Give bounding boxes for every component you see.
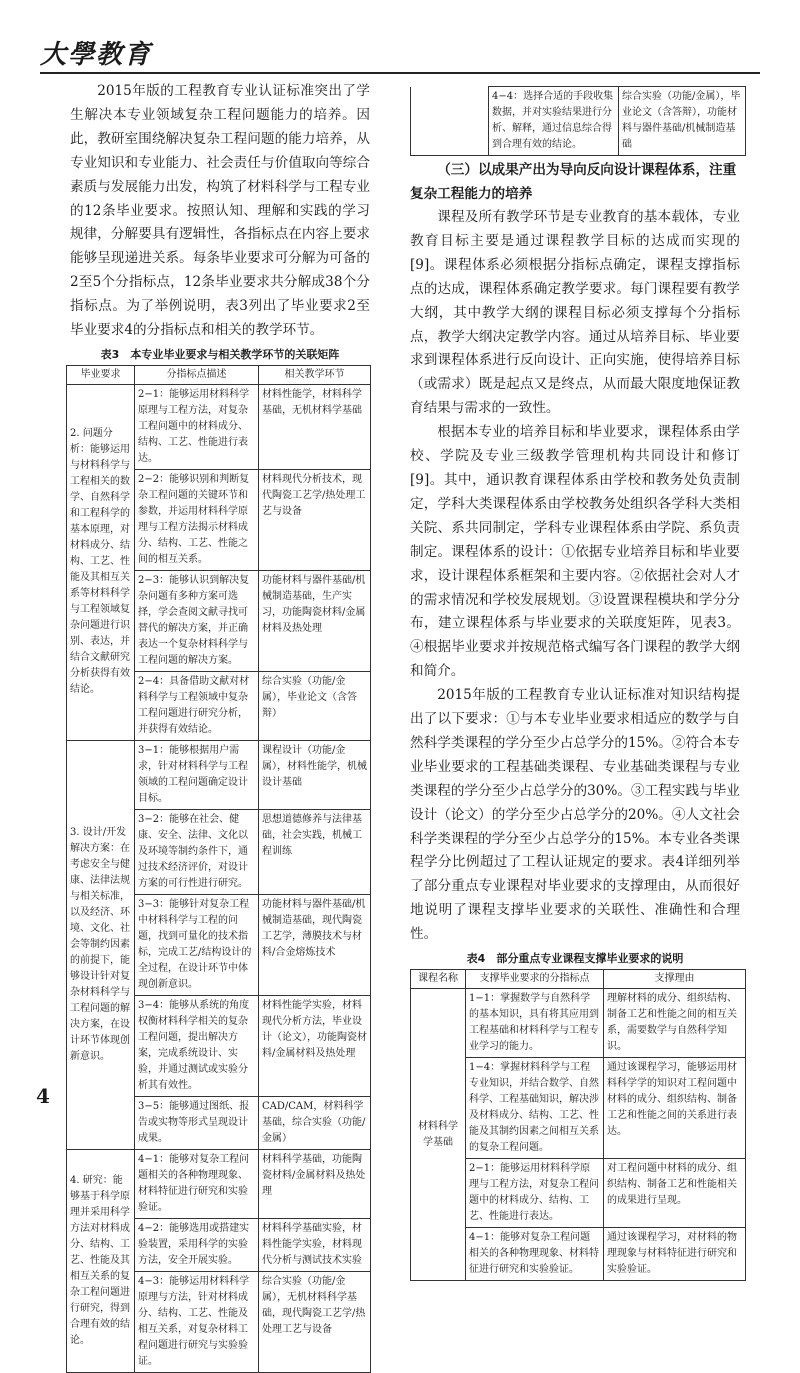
table-row [67,384,371,469]
table4 [410,969,746,1281]
indicator-cell: 4−3：能够运用材料科学原理与方法，针对材料成分、结构、工艺、性能及相互关系，对复杂材料工程问题进行研究与实验验证。 [135,1271,259,1372]
empty-cell [411,87,489,156]
page-number: 4 [36,1084,50,1108]
point-cell: 1−4：掌握材料科学与工程专业知识，并结合数学、自然科学、工程基础知识，解决涉及材料成分、结构、工艺、性能及其制约因素之间相互关系的复杂工程问题。 [466,1058,604,1159]
course-cell: 综合实验（功能/金属），毕业论文（含答辩） [259,671,371,740]
table-row [411,989,746,1058]
table3-header-row [67,365,371,384]
indicator-cell: 3−4：能够从系统的角度权衡材料科学相关的复杂工程问题，提出解决方案，完成系统设计、实验，并通过测试或实验分析其有效性。 [135,995,259,1096]
body-paragraph: 2015年版的工程教育专业认证标准对知识结构提出了以下要求：①与本专业毕业要求相适应的数学与自然科学类课程的学分至少占总学分的15%。②符合本专业毕业要求的工程基础类课程、专业基础类课程与专业类课程的学分至少占总学分的30%。③工程实践与毕业设计（论文）的学分至少占总学分的20%。④人文社会科学类课程的学分至少占总学分的15%。本专业各类课程学分比例超过了工程认证规定的要求。表4详细列举了部分重点专业课程对毕业要求的支撑理由，从而很好地说明了课程支撑毕业要求的关联性、准确性和合理性。 [410,687,740,943]
requirement-cell: 2. 问题分析：能够运用与材料科学与工程相关的数学、自然科学和工程科学的基本原理，对材料成分、结构、工艺、性能及其相互关系等材料科学与工程领域复杂问题进行识别、表达，并结合文献研究分析获得有效结论。 [67,384,135,740]
reason-cell: 对工程问题中材料的成分、组织结构、制备工艺和性能相关的成果进行呈现。 [604,1159,746,1228]
point-cell: 1−1：掌握数学与自然科学的基本知识，具有将其应用到工程基础和材料科学与工程专业学习的能力。 [466,989,604,1058]
indicator-cell: 2−3：能够认识到解决复杂问题有多种方案可选择，学会查阅文献寻找可替代的解决方案，并正确表达一个复杂材料科学与工程问题的解决方案。 [135,570,259,671]
left-column [70,80,370,1373]
course-cell: 课程设计（功能/金属），材料性能学，机械设计基础 [259,740,371,809]
body-paragraph: 课程及所有教学环节是专业教育的基本载体，专业教育目标主要是通过课程教学目标的达成而实现的[9]。课程体系必须根据分指标点确定，课程支撑指标点的达成，课程体系确定教学要求。每门课程要有教学大纲，其中教学大纲的课程目标必须支撑每个分指标点，教学大纲决定教学内容。通过从培养目标、毕业要求到课程体系进行反向设计、正向实施，使得培养目标（或需求）既是起点又是终点，从而最大限度地保证教育结果与需求的一致性。 [410,209,740,417]
course-name-cell: 材料科学学基础 [411,989,466,1281]
course-cell: 材料科学基础实验，材料性能学实验，材料现代分析与测试技术实验 [259,1218,371,1271]
table3-header-cell: 分指标点描述 [135,365,259,384]
indicator-cell: 2−4：具备借助文献对材料科学与工程领域中复杂工程问题进行研究分析，并获得有效结论。 [135,671,259,740]
course-cell: 材料性能学实验，材料现代分析方法，毕业设计（论文），功能陶瓷材料/金属材料及热处理 [259,995,371,1096]
indicator-cell: 3−3：能够针对复杂工程中材料科学与工程的问题，找到可量化的技术指标，完成工艺/结构设计的全过程，在设计环节中体现创新意识。 [135,894,259,995]
table4-header-cell: 课程名称 [411,970,466,989]
table-row [411,87,746,156]
course-cell: 材料性能学，材料科学基础，无机材料学基础 [259,384,371,469]
requirement-cell: 4. 研究：能够基于科学原理并采用科学方法对材料成分、结构、工艺、性能及其相互关系的复杂工程问题进行研究，得到合理有效的结论。 [67,1149,135,1372]
course-cell: CAD/CAM，材料科学基础，综合实验（功能/金属） [259,1096,371,1149]
course-cell: 思想道德修养与法律基础，社会实践，机械工程训练 [259,809,371,894]
point-cell: 2−1：能够运用材料科学原理与工程方法，对复杂工程问题中的材料成分、结构、工艺、性能进行表达。 [466,1159,604,1228]
body-paragraph: 根据本专业的培养目标和毕业要求，课程体系由学校、学院及专业三级教学管理机构共同设计和修订[9]。其中，通识教育课程体系由学校和教务处负责制定，学科大类课程体系由学校教务处组织各学科大类相关院、系共同制定，学科专业课程体系由学院、系负责制定。课程体系的设计：①依据专业培养目标和毕业要求，设计课程体系框架和主要内容。②依据社会对人才的需求情况和学校发展规划。③设置课程模块和学分分布，建立课程体系与毕业要求的关联度矩阵，见表3。④根据毕业要求并按规范格式编写各门课程的教学大纲和简介。 [410,424,740,680]
course-cell: 材料现代分析技术，现代陶瓷工艺学/热处理工艺与设备 [259,469,371,570]
indicator-cell: 3−2：能够在社会、健康、安全、法律、文化以及环境等制约条件下，通过技术经济评价，对设计方案的可行性进行研究。 [135,809,259,894]
course-cell: 材料科学基础，功能陶瓷材料/金属材料及热处理 [259,1149,371,1218]
right-column [410,86,740,1281]
header-divider [40,72,760,74]
table3-caption: 表3 本专业毕业要求与相关教学环节的关联矩阵 [100,347,340,361]
reason-cell: 理解材料的成分、组织结构、制备工艺和性能之间的相互关系，需要数学与自然科学知识。 [604,989,746,1058]
course-cell: 综合实验（功能/金属），无机材料科学基础，现代陶瓷工艺学/热处理工艺与设备 [259,1271,371,1372]
table4-caption: 表4 部分重点专业课程支撑毕业要求的说明 [466,952,684,966]
table3-header-cell: 毕业要求 [67,365,135,384]
indicator-cell: 4−2：能够选用或搭建实验装置，采用科学的实验方法，安全开展实验。 [135,1218,259,1271]
indicator-cell: 3−5：能够通过图纸、报告或实物等形式呈现设计成果。 [135,1096,259,1149]
table4-header-cell: 支撑毕业要求的分指标点 [466,970,604,989]
point-cell: 4−1：能够对复杂工程问题相关的各种物理现象、材料特征进行研究和实验验证。 [466,1228,604,1281]
requirement-cell: 3. 设计/开发解决方案：在考虑安全与健康、法律法规与相关标准，以及经济、环境、文化、社会等制约因素的前提下，能够设计针对复杂材料科学与工程问题的解决方案，在设计环节体现创新意识。 [67,740,135,1149]
indicator-cell: 4−1：能够对复杂工程问题相关的各种物理现象、材料特征进行研究和实验验证。 [135,1149,259,1218]
section-heading: （三）以成果产出为导向反向设计课程体系，注重复杂工程能力的培养 [410,162,737,202]
table3-header-cell: 相关教学环节 [259,365,371,384]
table4-header-cell: 支撑理由 [604,970,746,989]
table-row [67,1149,371,1218]
reason-cell: 通过该课程学习，对材料的物理现象与材料特征进行研究和实验验证。 [604,1228,746,1281]
table3-continued [410,86,746,156]
course-cell: 功能材料与器件基础/机械制造基础，现代陶瓷工艺学，薄膜技术与材料/合金熔炼技术 [259,894,371,995]
table-row [67,740,371,809]
course-cell: 综合实验（功能/金属），毕业论文（含答辩），功能材料与器件基础/机械制造基础 [619,87,746,156]
table3 [66,365,371,1373]
indicator-cell: 2−2：能够识别和判断复杂工程问题的关键环节和参数，并运用材料科学原理与工程方法揭示材料成分、结构、工艺、性能之间的相互关系。 [135,469,259,570]
journal-logo: 大學教育 [40,40,153,70]
indicator-cell: 4−4：选择合适的手段收集数据，并对实验结果进行分析、解释，通过信息综合得到合理有效的结论。 [489,87,619,156]
course-cell: 功能材料与器件基础/机械制造基础，生产实习，功能陶瓷材料/金属材料及热处理 [259,570,371,671]
indicator-cell: 2−1：能够运用材料科学原理与工程方法，对复杂工程问题中的材料成分、结构、工艺、性能进行表达。 [135,384,259,469]
reason-cell: 通过该课程学习，能够运用材料科学学的知识对工程问题中材料的成分、组织结构、制备工艺和性能之间的关系进行表达。 [604,1058,746,1159]
intro-paragraph: 2015年版的工程教育专业认证标准突出了学生解决本专业领域复杂工程问题能力的培养。因此，教研室围绕解决复杂工程问题的能力培养，从专业知识和专业能力、社会责任与价值取向等综合素质与发展能力出发，构筑了材料科学与工程专业的12条毕业要求。按照认知、理解和实践的学习规律，分解要具有逻辑性，各指标点在内容上要求能够呈现递进关系。每条毕业要求可分解为可备的2至5个分指标点，12条毕业要求共分解成38个分指标点。为了举例说明，表3列出了毕业要求2至毕业要求4的分指标点和相关的教学环节。 [70,83,370,339]
indicator-cell: 3−1：能够根据用户需求，针对材料科学与工程领域的工程问题确定设计目标。 [135,740,259,809]
table4-header-row [411,970,746,989]
